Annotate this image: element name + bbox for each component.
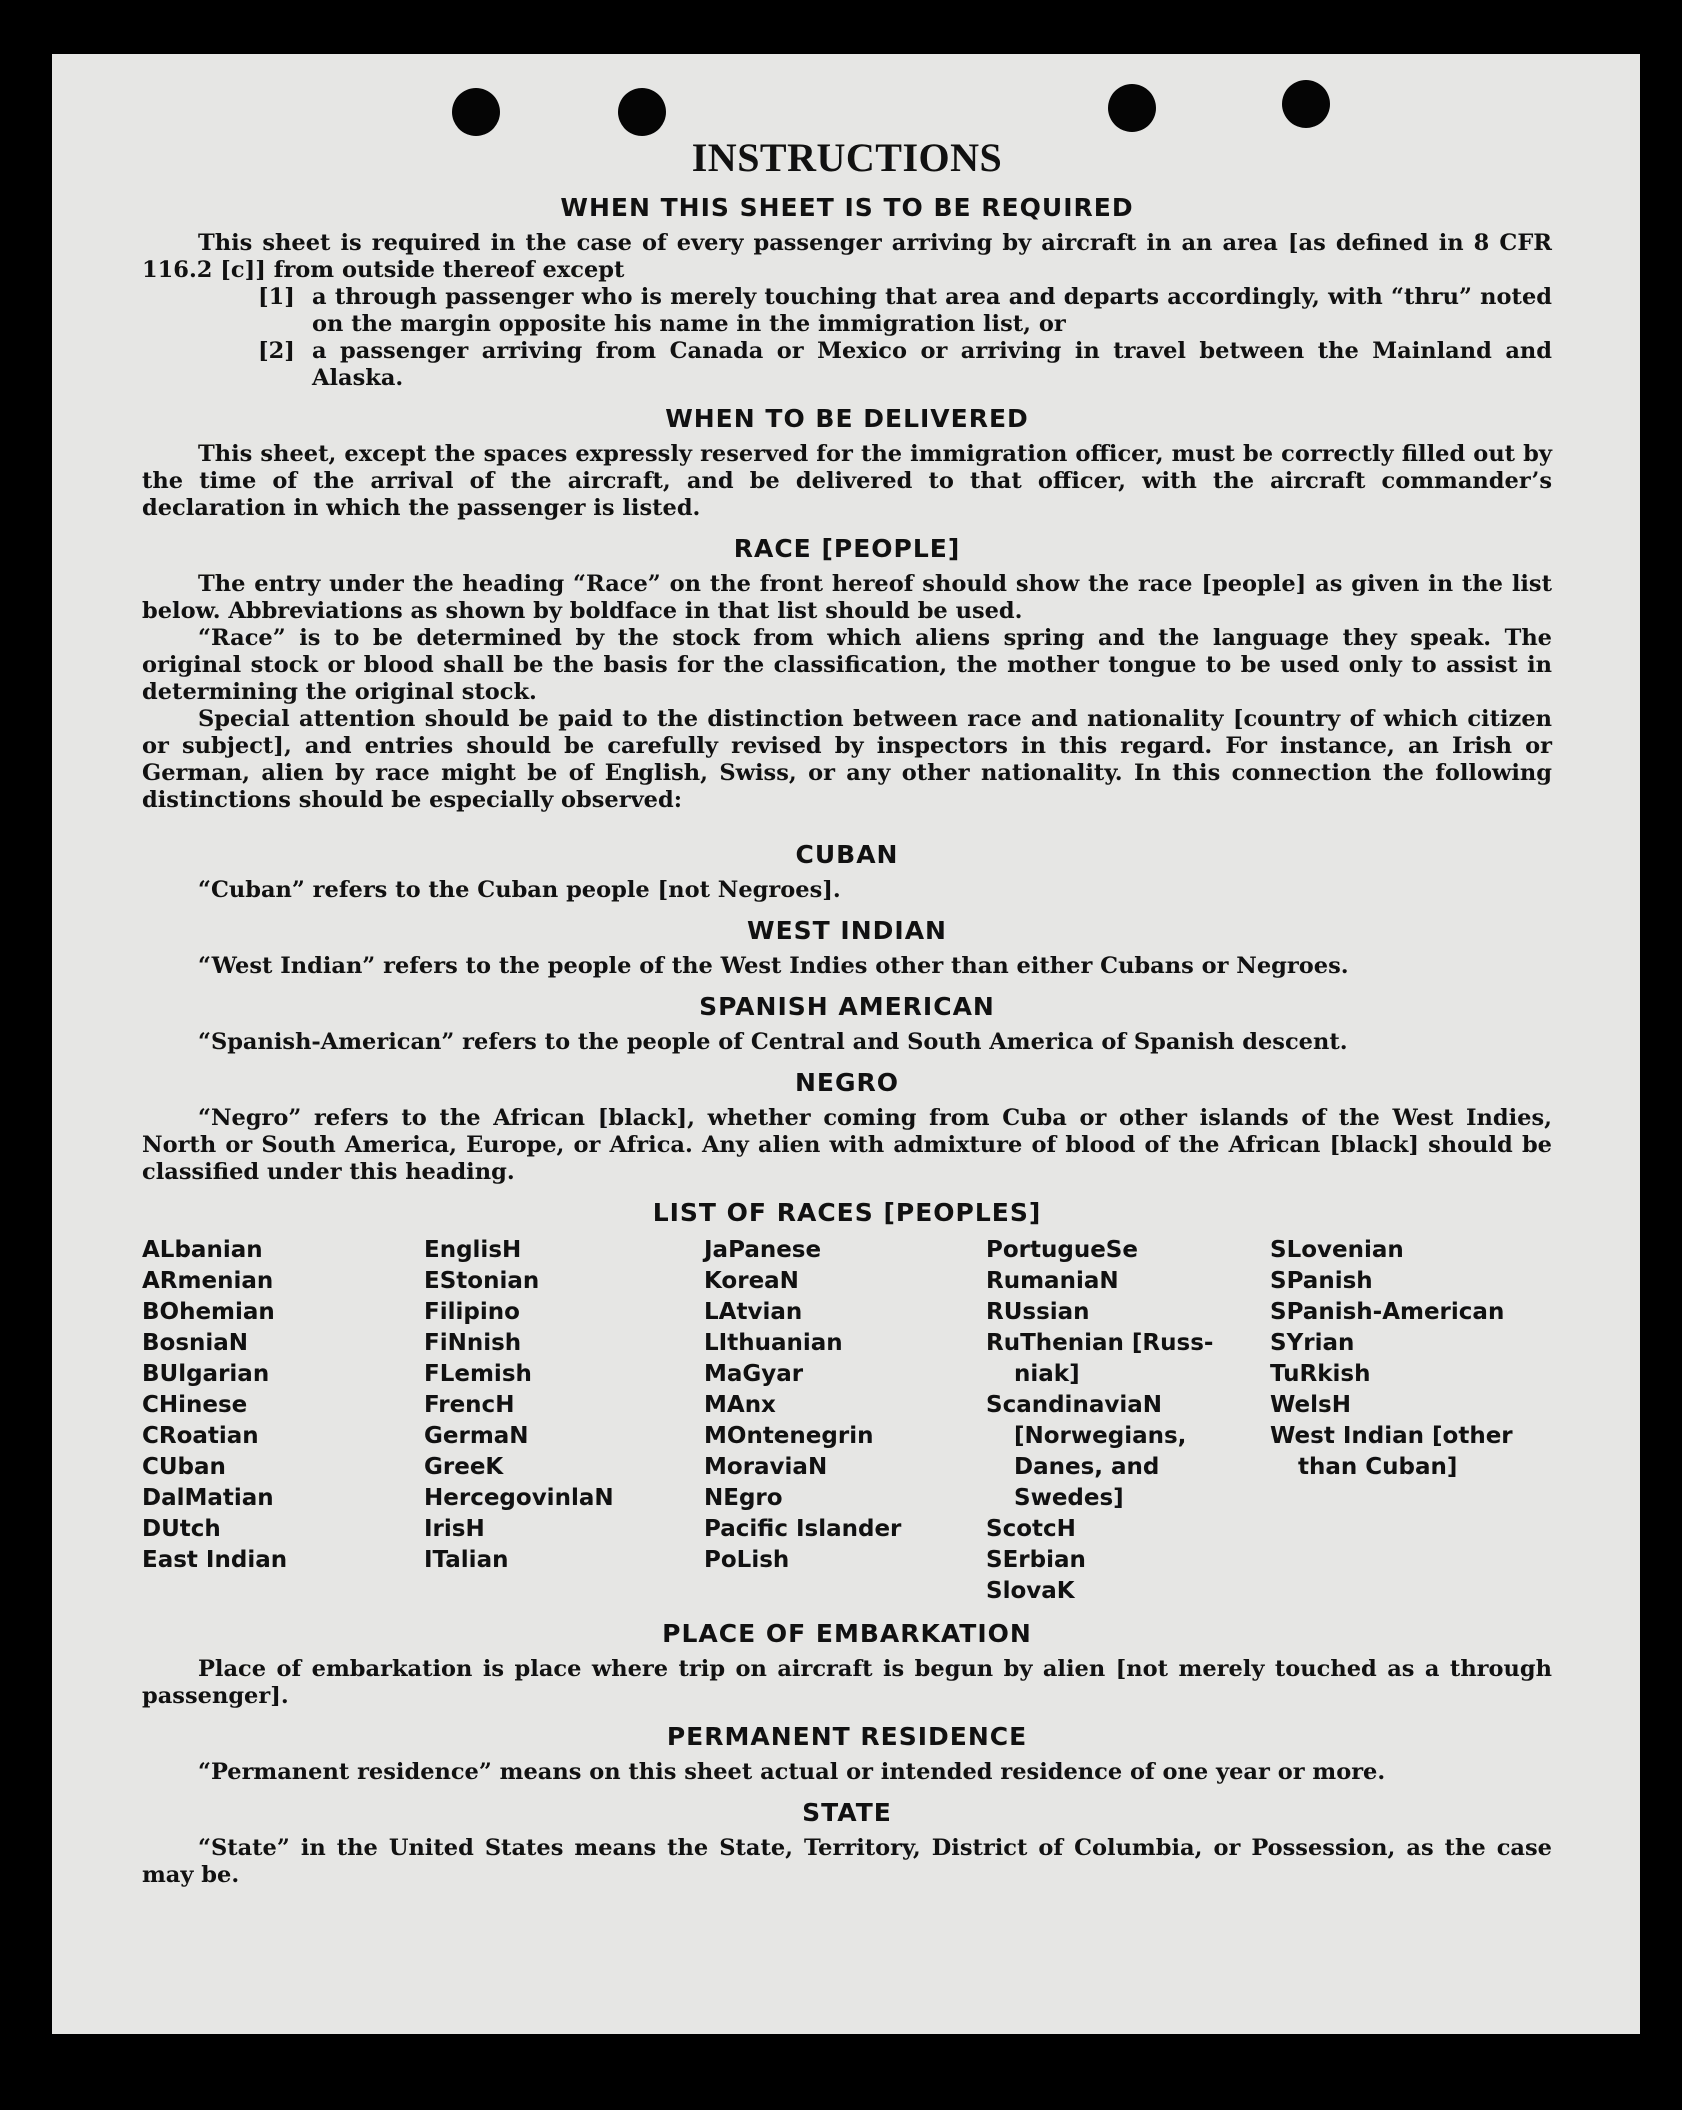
race-entry: EStonian [424, 1268, 540, 1294]
race-entry: HercegovinlaN [424, 1485, 614, 1511]
when-required-text: This sheet is required in the case of every passenger arriving by aircraft in an area [as defined in 8 CFR 116.2 [c]] from outside thereof except [142, 230, 1552, 283]
section-heading-list-of-races: LIST OF RACES [PEOPLES] [652, 1198, 1042, 1227]
race-entry: SlovaK [986, 1578, 1075, 1604]
race-paragraph: “Race” is to be determined by the stock from which aliens spring and the language they speak. The original stock or blood shall be the basis for the classification, the mother tongue to be used only to assist in determining the original stock. [142, 625, 1552, 705]
race-entry: RumaniaN [986, 1268, 1119, 1294]
west-indian-text: “West Indian” refers to the people of the West Indies other than either Cubans or Negroes. [198, 953, 1349, 979]
races-column [704, 1235, 986, 1607]
section-heading-when-delivered: WHEN TO BE DELIVERED [665, 404, 1029, 433]
race-entry: KoreaN [704, 1268, 799, 1294]
race-entry: GreeK [424, 1454, 504, 1480]
spanish-american-text: “Spanish-American” refers to the people of Central and South America of Spanish descent. [198, 1029, 1348, 1055]
race-entry: FLemish [424, 1361, 532, 1387]
race-entry: MaGyar [704, 1361, 804, 1387]
race-entry: IrisH [424, 1516, 485, 1542]
race-entry: WelsH [1270, 1392, 1351, 1418]
race-entry: PortugueSe [986, 1237, 1138, 1263]
race-entry: FrencH [424, 1392, 515, 1418]
exception-number: [2] [258, 338, 295, 364]
exception-text: a through passenger who is merely touching that area and departs accordingly, with “thru” noted on the margin opposite his name in the immigration list, or [312, 284, 1552, 337]
race-entry: ITalian [424, 1547, 509, 1573]
race-entry: MoraviaN [704, 1454, 828, 1480]
race-paragraph: Special attention should be paid to the distinction between race and nationality [country of which citizen or subject], and entries should be carefully revised by inspectors in this regard. For instance, an Irish or German, alien by race might be of English, Swiss, or any other nationality. In this connection the following distinctions should be especially observed: [142, 706, 1552, 813]
races-column [986, 1235, 1270, 1607]
race-entry: West Indian [other than Cuban] [1270, 1423, 1513, 1480]
section-heading-west-indian: WEST INDIAN [747, 916, 947, 945]
instructions-content [142, 134, 1552, 1889]
race-entry: ARmenian [142, 1268, 274, 1294]
negro-text: “Negro” refers to the African [black], whether coming from Cuba or other islands of the West Indies, North or South America, Europe, or Africa. Any alien with admixture of blood of the African [black] should be classified under this heading. [142, 1105, 1552, 1185]
race-entry: ScotcH [986, 1516, 1076, 1542]
section-heading-negro: NEGRO [794, 1068, 900, 1097]
state-text: “State” in the United States means the State, Territory, District of Columbia, or Possession, as the case may be. [142, 1835, 1552, 1888]
section-heading-cuban: CUBAN [795, 840, 899, 869]
race-entry: EnglisH [424, 1237, 522, 1263]
race-entry: JaPanese [704, 1237, 822, 1263]
race-entry: ScandinaviaN [Norwegians, Danes, and Swedes] [986, 1392, 1187, 1511]
race-entry: SLovenian [1270, 1237, 1404, 1263]
race-entry: RuThenian [Russ-niak] [986, 1330, 1214, 1387]
punch-hole [1282, 80, 1330, 128]
races-column [142, 1235, 424, 1607]
race-entry: Filipino [424, 1299, 520, 1325]
race-entry: SPanish [1270, 1268, 1373, 1294]
race-entry: TuRkish [1270, 1361, 1371, 1387]
punch-hole [1108, 84, 1156, 132]
race-entry: PoLish [704, 1547, 790, 1573]
race-entry: DalMatian [142, 1485, 274, 1511]
race-entry: RUssian [986, 1299, 1090, 1325]
race-entry: SYrian [1270, 1330, 1355, 1356]
race-entry: MOntenegrin [704, 1423, 874, 1449]
race-entry: SPanish-American [1270, 1299, 1505, 1325]
section-heading-spanish-american: SPANISH AMERICAN [699, 992, 995, 1021]
section-heading-embarkation: PLACE OF EMBARKATION [662, 1619, 1032, 1648]
document-sheet [52, 54, 1640, 2034]
race-entry: FiNnish [424, 1330, 522, 1356]
section-heading-residence: PERMANENT RESIDENCE [666, 1722, 1028, 1751]
residence-text: “Permanent residence” means on this sheet actual or intended residence of one year or more. [198, 1759, 1386, 1785]
race-entry: LIthuanian [704, 1330, 843, 1356]
section-heading-state: STATE [802, 1798, 892, 1827]
race-entry: LAtvian [704, 1299, 803, 1325]
race-entry: ALbanian [142, 1237, 263, 1263]
race-entry: CUban [142, 1454, 226, 1480]
punch-hole [618, 88, 666, 136]
exception-number: [1] [258, 284, 295, 310]
when-delivered-text: This sheet, except the spaces expressly reserved for the immigration officer, must be correctly filled out by the time of the arrival of the aircraft, and be delivered to that officer, with the aircraft commander’s declaration in which the passenger is listed. [142, 441, 1552, 521]
race-entry: CRoatian [142, 1423, 259, 1449]
races-column [424, 1235, 704, 1607]
race-entry: DUtch [142, 1516, 221, 1542]
page-title: INSTRUCTIONS [691, 135, 1003, 180]
race-paragraph: The entry under the heading “Race” on the front hereof should show the race [people] as given in the list below. Abbreviations as shown by boldface in that list should be used. [142, 571, 1552, 624]
race-entry: GermaN [424, 1423, 529, 1449]
race-entry: MAnx [704, 1392, 776, 1418]
punch-hole [452, 88, 500, 136]
race-entry: NEgro [704, 1485, 783, 1511]
embarkation-text: Place of embarkation is place where trip on aircraft is begun by alien [not merely touched as a through passenger]. [142, 1656, 1552, 1709]
races-list [142, 1235, 1552, 1607]
exception-text: a passenger arriving from Canada or Mexico or arriving in travel between the Mainland and Alaska. [312, 338, 1552, 391]
race-entry: SErbian [986, 1547, 1086, 1573]
races-column [1270, 1235, 1552, 1607]
section-heading-race: RACE [PEOPLE] [733, 534, 961, 563]
race-entry: Pacific Islander [704, 1516, 902, 1542]
section-heading-when-required: WHEN THIS SHEET IS TO BE REQUIRED [560, 193, 1134, 222]
race-entry: BOhemian [142, 1299, 275, 1325]
race-entry: East Indian [142, 1547, 288, 1573]
race-entry: BUlgarian [142, 1361, 270, 1387]
race-entry: BosniaN [142, 1330, 249, 1356]
race-entry: CHinese [142, 1392, 248, 1418]
exception-item [258, 338, 1552, 392]
cuban-text: “Cuban” refers to the Cuban people [not Negroes]. [198, 877, 841, 903]
exception-item [258, 284, 1552, 338]
